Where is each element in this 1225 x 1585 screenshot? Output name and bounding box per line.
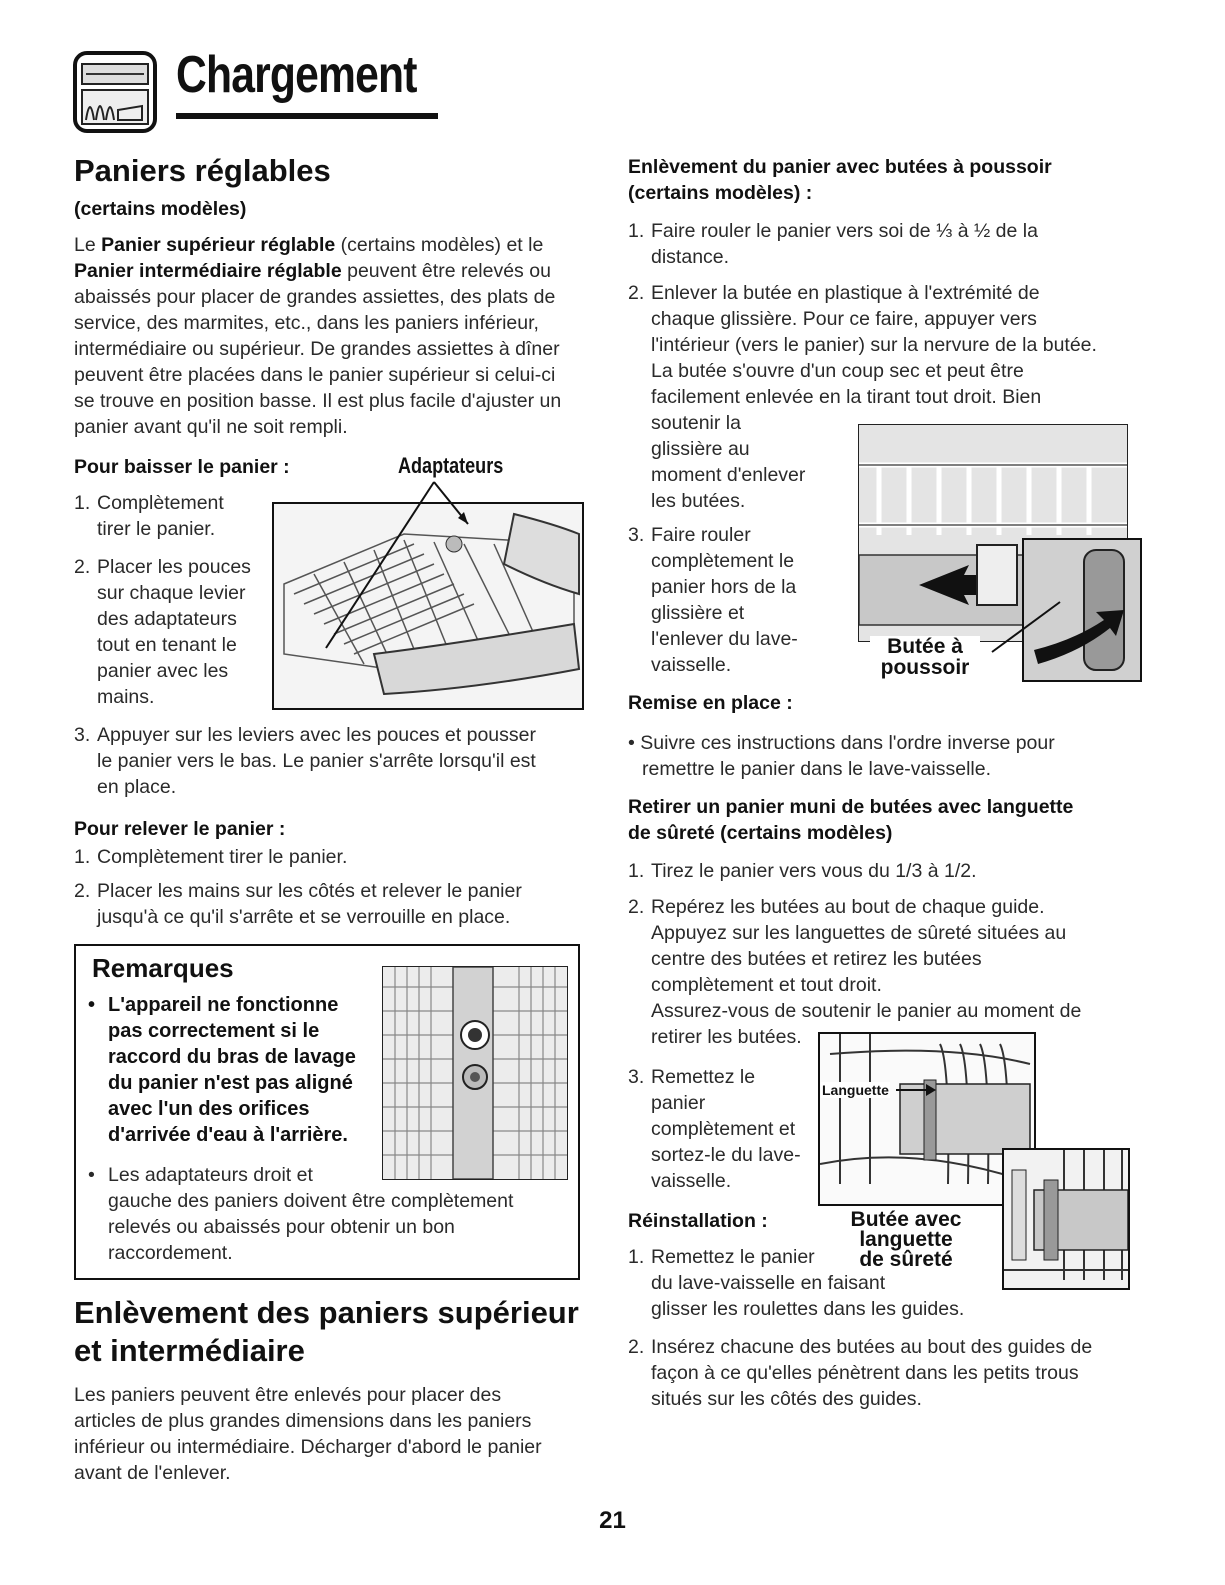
adapters-pointer-lines — [290, 478, 480, 668]
replace-heading: Remise en place : — [628, 692, 793, 714]
header-icon-box — [72, 50, 158, 134]
removal-paragraph: Les paniers peuvent être enlevés pour placer des articles de plus grandes dimensions dans les paniers inférieur ou intermédiaire. Décharger d'abord le panier avant de l'enlever. — [74, 1384, 542, 1484]
tab-label: Languette — [822, 1082, 889, 1098]
section-title-adjustable: Paniers réglables — [74, 153, 331, 188]
raise-basket-heading: Pour relever le panier : — [74, 818, 286, 840]
section-subtitle: (certains modèles) — [74, 198, 247, 220]
section-title-removal: Enlèvement des paniers supérieur et intermédiaire — [74, 1295, 579, 1368]
adapters-label: Adaptateurs — [398, 453, 504, 478]
dishwasher-icon — [72, 50, 158, 134]
push-stop-heading: Enlèvement du panier avec butées à poussoir (certains modèles) : — [628, 156, 1052, 204]
wash-arm-illustration — [382, 966, 568, 1180]
push-stop-pointer — [988, 596, 1068, 656]
page-title: Chargement — [176, 46, 417, 104]
remarks-title: Remarques — [92, 953, 234, 983]
reinstall-heading: Réinstallation : — [628, 1210, 768, 1232]
intro-paragraph: Le Panier supérieur réglable (certains modèles) et le Panier intermédiaire réglable peuvent être relevés ou abaissés pour placer de grandes assiettes, des plats de service, des marmites, etc., dans les paniers inférieur, intermédiaire ou supérieur. De grandes assiettes à dîner peuvent être placées dans le panier supérieur si celui-ci se trouve en position basse. Il est plus facile d'ajuster un panier avant qu'il ne soit rempli. — [74, 234, 562, 438]
push-stop-callout: Butée à poussoir — [870, 636, 980, 678]
tab-label-arrow — [896, 1080, 936, 1100]
lower-basket-heading: Pour baisser le panier : — [74, 456, 290, 478]
page-number: 21 — [599, 1507, 626, 1534]
title-underline — [176, 113, 438, 119]
safety-tab-callout: Butée avec languette de sûreté — [850, 1208, 962, 1271]
safety-tab-heading: Retirer un panier muni de butées avec languette de sûreté (certains modèles) — [628, 796, 1074, 844]
replace-text: • Suivre ces instructions dans l'ordre inverse pour remettre le panier dans le lave-vaisselle. — [628, 732, 1055, 780]
